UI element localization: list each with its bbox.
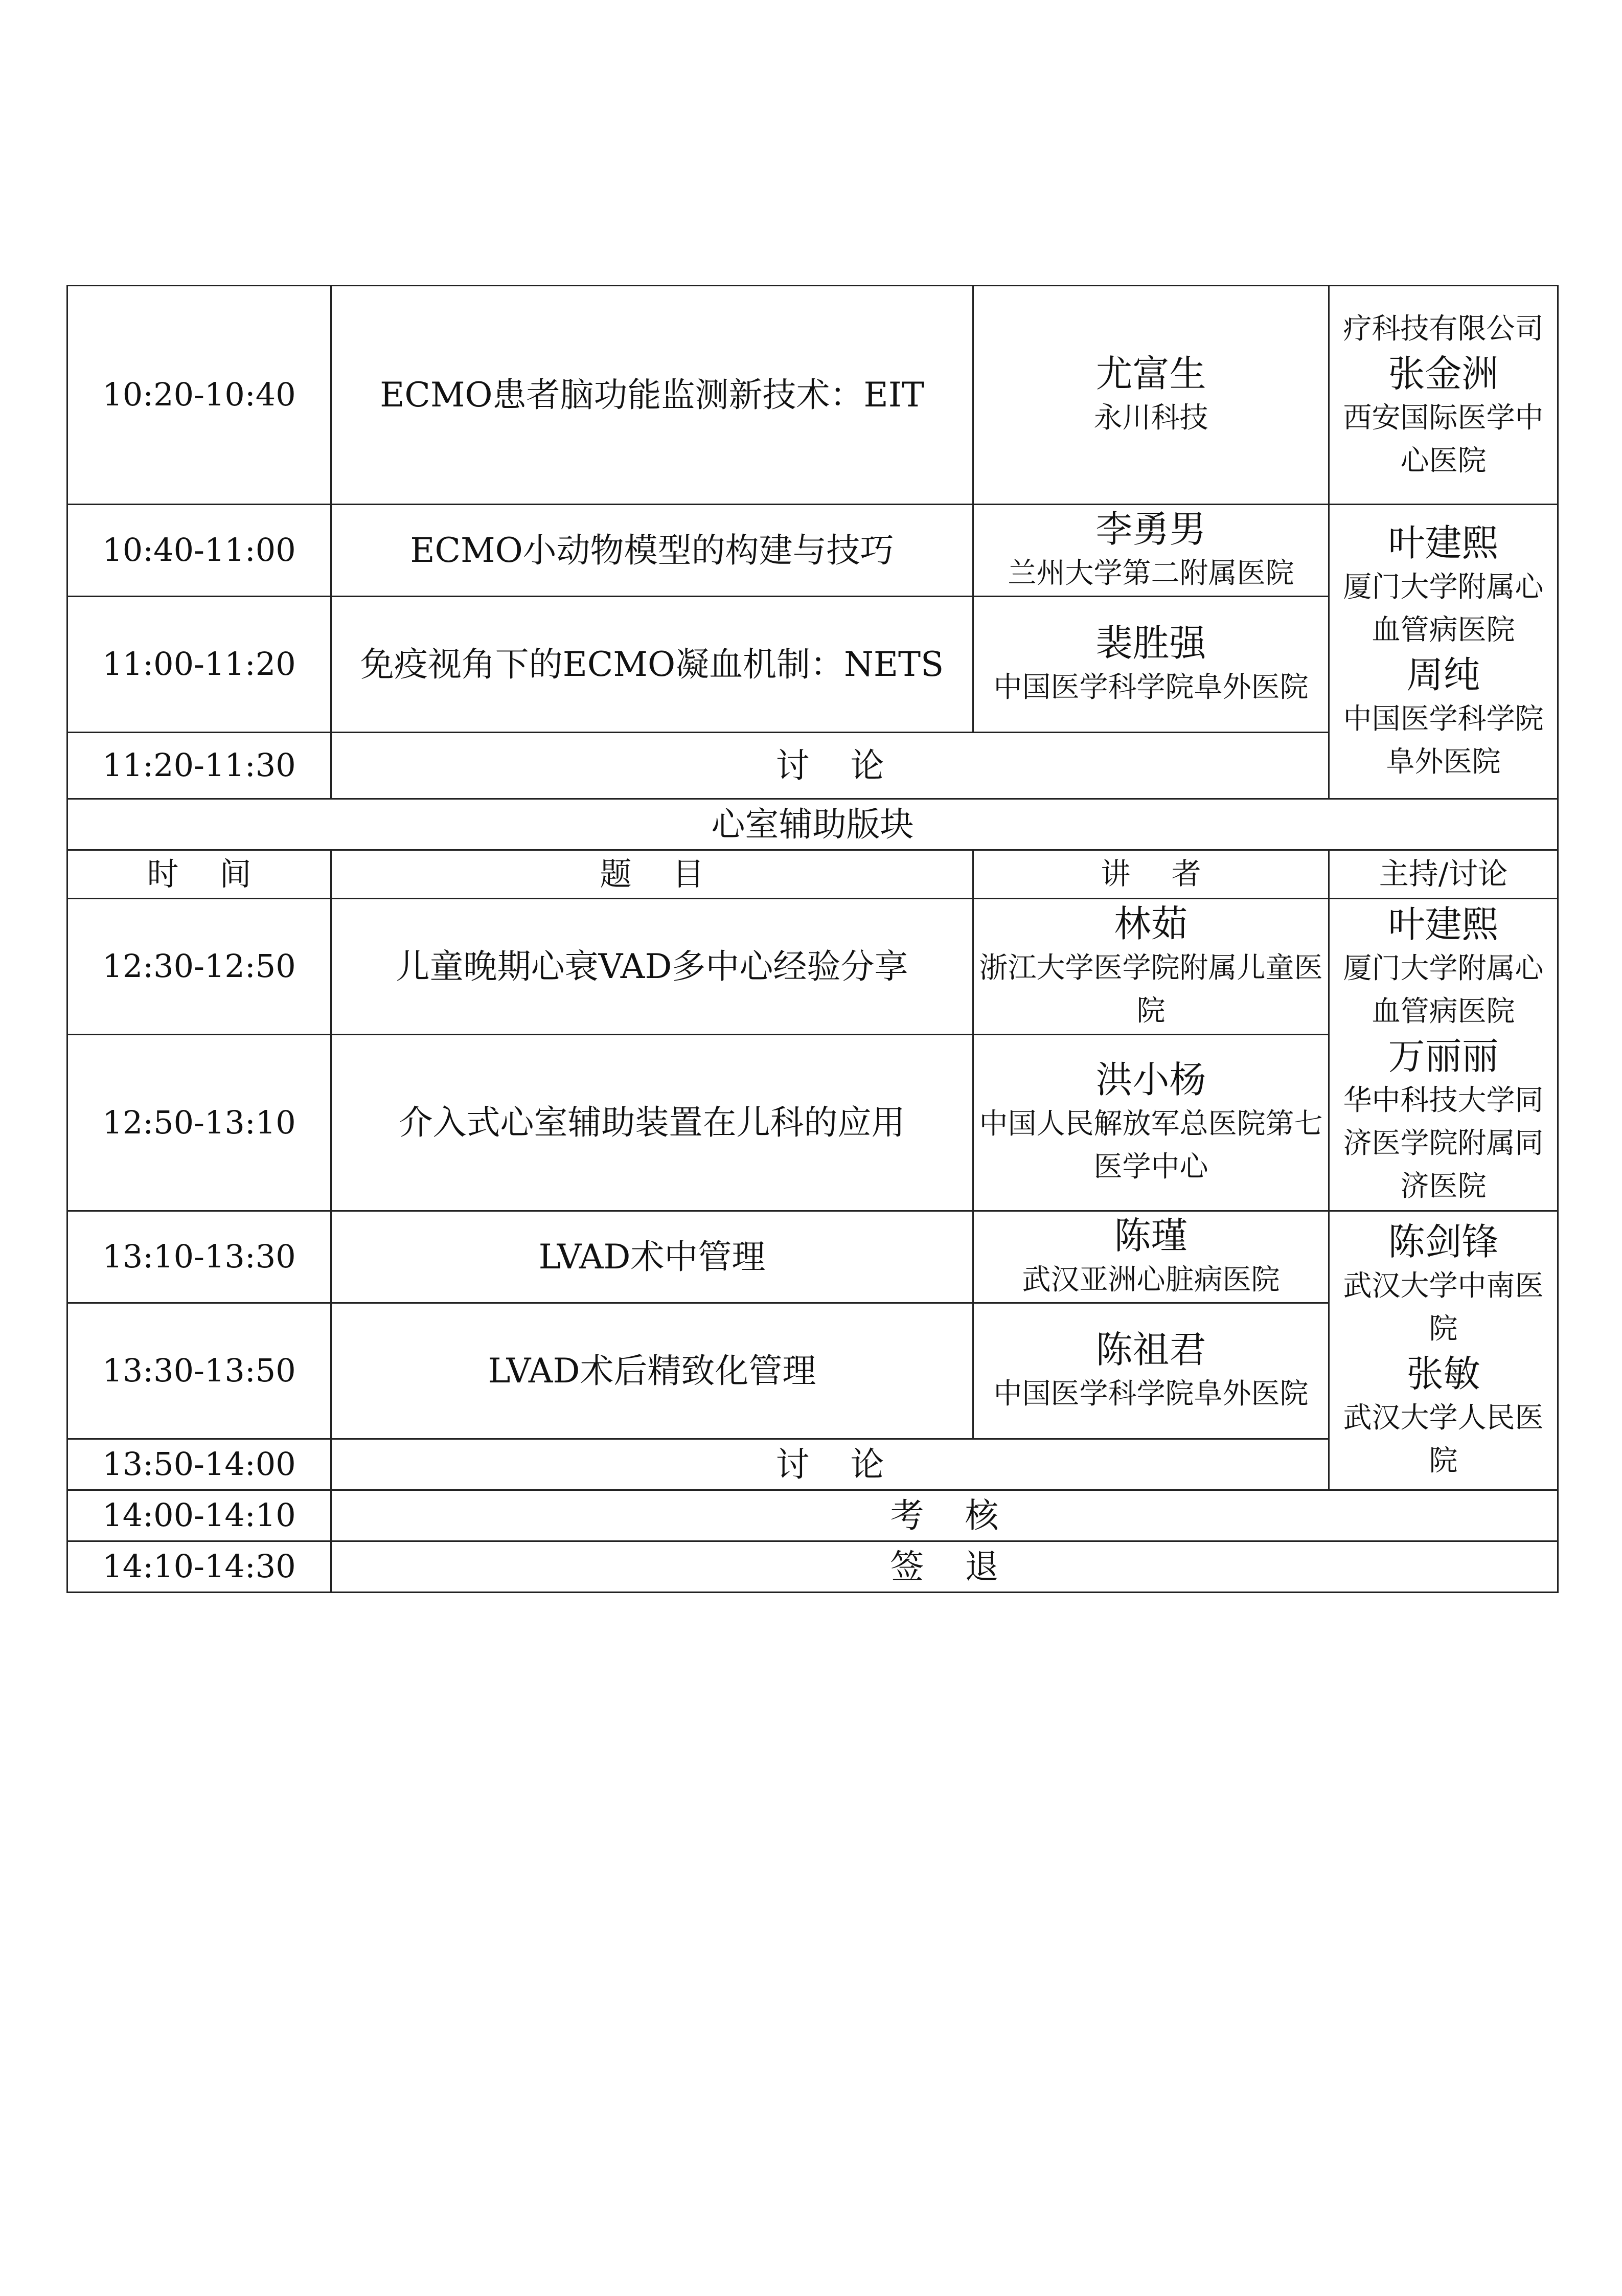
section-row xyxy=(67,799,1558,850)
discussion-label: 讨论 xyxy=(775,1444,925,1484)
moderator-org: 武汉大学人民医院 xyxy=(1343,1401,1544,1477)
speaker-org: 浙江大学医学院附属儿童医院 xyxy=(979,951,1323,1028)
table-row xyxy=(67,286,1558,505)
speaker-name: 裴胜强 xyxy=(1095,621,1206,665)
time-cell: 13:10-13:30 xyxy=(67,1211,331,1303)
speaker-cell xyxy=(973,505,1329,597)
moderator-org: 武汉大学中南医院 xyxy=(1343,1269,1544,1346)
moderator-org: 厦门大学附属心血管病医院 xyxy=(1343,952,1544,1028)
moderator-org: 中国医学科学院阜外医院 xyxy=(1343,702,1544,779)
speaker-cell xyxy=(973,597,1329,733)
moderator-cell xyxy=(1329,899,1558,1211)
time-cell: 13:50-14:00 xyxy=(67,1439,331,1490)
moderator-name: 周纯 xyxy=(1406,653,1480,696)
speaker-name: 李勇男 xyxy=(1095,507,1206,551)
speaker-org: 永川科技 xyxy=(1093,401,1208,435)
moderator-org: 华中科技大学同济医学院附属同济医院 xyxy=(1343,1084,1544,1203)
speaker-name: 陈瑾 xyxy=(1114,1214,1188,1257)
schedule-table xyxy=(66,285,1559,1593)
header-time-label: 时间 xyxy=(147,855,292,893)
time-cell: 14:00-14:10 xyxy=(67,1490,331,1541)
header-row xyxy=(67,850,1558,899)
moderator-name: 万丽丽 xyxy=(1388,1035,1499,1078)
topic-cell: 儿童晚期心衰VAD多中心经验分享 xyxy=(331,899,973,1035)
speaker-cell xyxy=(973,1035,1329,1211)
header-speaker-label: 讲者 xyxy=(1101,856,1242,892)
time-cell: 12:30-12:50 xyxy=(67,899,331,1035)
header-time xyxy=(67,850,331,899)
table-row xyxy=(67,505,1558,597)
table-row xyxy=(67,1490,1558,1541)
speaker-name: 尤富生 xyxy=(1095,352,1206,395)
moderator-org-continued: 疗科技有限公司 xyxy=(1343,312,1544,346)
moderator-name: 张金洲 xyxy=(1388,352,1499,395)
moderator-cell xyxy=(1329,505,1558,799)
time-cell: 13:30-13:50 xyxy=(67,1303,331,1439)
closing-item-label: 签退 xyxy=(890,1547,1040,1586)
speaker-org: 武汉亚洲心脏病医院 xyxy=(1022,1263,1280,1297)
time-cell: 10:40-11:00 xyxy=(67,505,331,597)
time-cell: 12:50-13:10 xyxy=(67,1035,331,1211)
table-row xyxy=(67,1541,1558,1593)
discussion-cell xyxy=(331,1439,1329,1490)
discussion-label: 讨论 xyxy=(775,745,925,785)
header-topic-label: 题目 xyxy=(600,855,745,893)
moderator-name: 叶建熙 xyxy=(1388,903,1499,946)
topic-cell: LVAD术中管理 xyxy=(331,1211,973,1303)
speaker-org: 中国医学科学院阜外医院 xyxy=(993,1377,1309,1411)
header-speaker xyxy=(973,850,1329,899)
closing-item-label: 考核 xyxy=(890,1495,1040,1535)
table-row xyxy=(67,899,1558,1035)
speaker-org: 中国人民解放军总医院第七医学中心 xyxy=(979,1107,1323,1184)
speaker-name: 林茹 xyxy=(1114,902,1188,945)
topic-cell: LVAD术后精致化管理 xyxy=(331,1303,973,1439)
topic-cell: ECMO患者脑功能监测新技术：EIT xyxy=(331,286,973,505)
time-cell: 11:00-11:20 xyxy=(67,597,331,733)
speaker-cell xyxy=(973,1303,1329,1439)
time-cell: 11:20-11:30 xyxy=(67,733,331,799)
closing-item-cell xyxy=(331,1490,1558,1541)
table-row xyxy=(67,1211,1558,1303)
moderator-cell xyxy=(1329,1211,1558,1490)
section-title: 心室辅助版块 xyxy=(67,799,1558,850)
speaker-cell xyxy=(973,286,1329,505)
closing-item-cell xyxy=(331,1541,1558,1593)
speaker-cell xyxy=(973,1211,1329,1303)
speaker-name: 洪小杨 xyxy=(1095,1058,1206,1101)
speaker-org: 中国医学科学院阜外医院 xyxy=(993,670,1309,704)
time-cell: 14:10-14:30 xyxy=(67,1541,331,1593)
speaker-cell xyxy=(973,899,1329,1035)
speaker-org: 兰州大学第二附属医院 xyxy=(1008,556,1294,590)
header-moderator: 主持/讨论 xyxy=(1329,850,1558,899)
topic-cell: 免疫视角下的ECMO凝血机制：NETS xyxy=(331,597,973,733)
moderator-org: 厦门大学附属心血管病医院 xyxy=(1343,570,1544,647)
moderator-org: 西安国际医学中心医院 xyxy=(1343,401,1544,478)
moderator-name: 叶建熙 xyxy=(1388,521,1499,564)
speaker-name: 陈祖君 xyxy=(1095,1328,1206,1371)
time-cell: 10:20-10:40 xyxy=(67,286,331,505)
topic-cell: ECMO小动物模型的构建与技巧 xyxy=(331,505,973,597)
discussion-cell xyxy=(331,733,1329,799)
topic-cell: 介入式心室辅助装置在儿科的应用 xyxy=(331,1035,973,1211)
header-topic xyxy=(331,850,973,899)
moderator-name: 陈剑锋 xyxy=(1388,1220,1499,1263)
moderator-name: 张敏 xyxy=(1406,1352,1480,1395)
moderator-cell xyxy=(1329,286,1558,505)
